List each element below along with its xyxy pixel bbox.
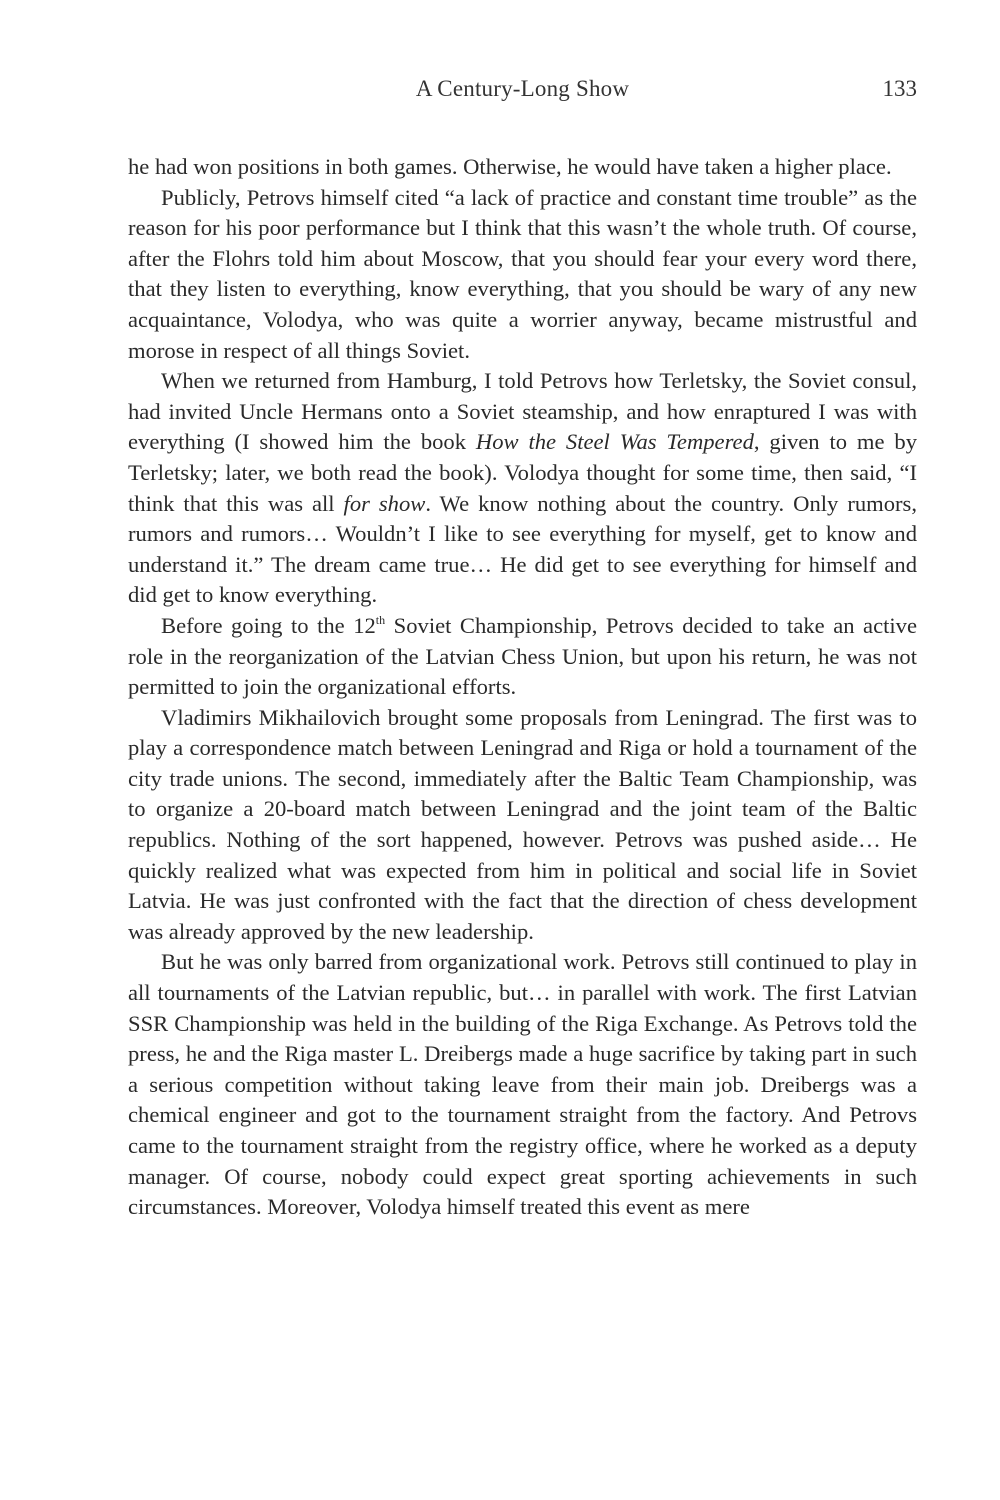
body-text xyxy=(128,152,917,1223)
paragraph-1: he had won positions in both games. Otherwise, he would have taken a higher place. xyxy=(128,154,892,179)
paragraph-4 xyxy=(128,611,917,703)
paragraph-3-text-a: When we returned from Hamburg, I told Petrovs how Terletsky, the Soviet consul, had invited Uncle Hermans onto a Soviet steamship, and how enraptured I was with everything (I showed him the book xyxy=(128,368,917,455)
paragraph-3 xyxy=(128,366,917,611)
ordinal-suffix: th xyxy=(375,612,386,627)
paragraph-4-text-a: Before going to the 12 xyxy=(161,612,376,638)
paragraph-3-text-b: , given to me by Terletsky; later, we both read the book). Volodya thought for some time, then said, “I think that this was all xyxy=(128,429,917,516)
page-number: 133 xyxy=(882,76,917,101)
paragraph-6: But he was only barred from organizational work. Petrovs still continued to play in all tournaments of the Latvian republic, but… in parallel with work. The first Latvian SSR Championship was held in the building of the Riga Exchange. As Petrovs told the press, he and the Riga master L. Dreibergs made a huge sacrifice by taking part in such a serious competition without taking leave from their main job. Dreibergs was a chemical engineer and got to the tournament straight from the factory. And Petrovs came to the tournament straight from the registry office, where he worked as a deputy manager. Of course, nobody could expect great sporting achievements in such circumstances. Moreover, Volodya himself treated this event as mere xyxy=(128,949,917,1220)
emphasis-for-show: for show xyxy=(343,490,426,516)
paragraph-5: Vladimirs Mikhailovich brought some proposals from Leningrad. The first was to play a correspondence match between Leningrad and Riga or hold a tournament of the city trade unions. The second, immediately after the Baltic Team Championship, was to organize a 20-board match between Leningrad and the joint team of the Baltic republics. Nothing of the sort happened, however. Petrovs was pushed aside… He quickly realized what was expected from him in political and social life in Soviet Latvia. He was just confronted with the fact that the direction of chess development was already approved by the new leadership. xyxy=(128,704,917,944)
paragraph-4-text-b: Soviet Championship, Petrovs decided to take an active role in the reorganization of the Latvian Chess Union, but upon his return, he was not permitted to join the organizational efforts. xyxy=(128,612,917,700)
paragraph-2: Publicly, Petrovs himself cited “a lack of practice and constant time trouble” as the reason for his poor performance but I think that this wasn’t the whole truth. Of course, after the Flohrs told him about Moscow, that you should fear your every word there, that they listen to everything, know everything, that you should be wary of any new acquaintance, Volodya, who was quite a worrier anyway, became mistrustful and morose in respect of all things Soviet. xyxy=(128,184,917,363)
running-title: A Century-Long Show xyxy=(415,76,630,101)
book-title: How the Steel Was Tempered xyxy=(475,429,754,455)
paragraph-3-text-c: . We know nothing about the country. Only rumors, rumors and rumors… Wouldn’t I like to see everything for myself, get to know and understand it.” The dream came true… He did get to see everything for himself and did get to know everything. xyxy=(128,490,917,608)
running-header xyxy=(128,76,917,106)
